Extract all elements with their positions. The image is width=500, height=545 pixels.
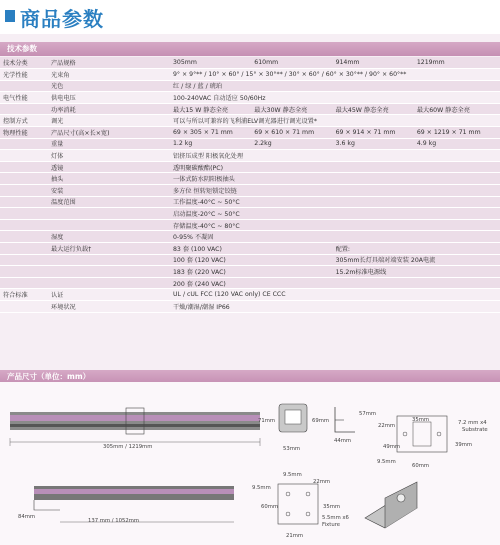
- dim-fixture: Fixture: [322, 522, 341, 528]
- spec-category: [0, 277, 48, 289]
- spec-label: 产品规格: [48, 57, 170, 69]
- spec-value: 红 / 绿 / 蓝 / 琥珀: [170, 80, 500, 92]
- spec-label: 光束角: [48, 69, 170, 81]
- title-square-icon: [5, 10, 15, 22]
- dim-71: 71mm: [258, 418, 276, 424]
- spec-value: 透明聚碳酸酯(PC): [170, 161, 500, 173]
- spec-row: [0, 80, 500, 92]
- spec-value-1219: 4.9 kg: [414, 138, 500, 150]
- spec-label: [48, 208, 170, 220]
- spec-value-1219: 1219mm: [414, 57, 500, 69]
- spec-label: [48, 219, 170, 231]
- spec-category: 符合标准: [0, 289, 48, 301]
- spec-value: 多方位 恒转矩锁定铰链: [170, 185, 500, 197]
- spec-category: [0, 196, 48, 208]
- spec-load-note: [333, 277, 500, 289]
- spec-category: [0, 231, 48, 243]
- spec-label: 环境状况: [48, 300, 170, 312]
- spec-load-value: 100 套 (120 VAC): [170, 254, 333, 266]
- spec-category: [0, 254, 48, 266]
- spec-category: [0, 80, 48, 92]
- spec-load-note: 305mm长灯具端对端安装 20A电流: [333, 254, 500, 266]
- spec-row: [0, 57, 500, 69]
- spec-load-note: 15.2m标准电源线: [333, 266, 500, 278]
- spec-value: 工作温度-40°C ~ 50°C: [170, 196, 500, 208]
- dim-60: 60mm: [412, 463, 430, 469]
- spec-load-value: 83 套 (100 VAC): [170, 243, 333, 255]
- spec-category: [0, 219, 48, 231]
- spec-category: 物理性能: [0, 127, 48, 139]
- spec-row: [0, 138, 500, 150]
- spec-label: 温度范围: [48, 196, 170, 208]
- spec-label: 最大运行负载†: [48, 243, 170, 255]
- bracket-detail-drawing: [270, 478, 330, 533]
- spec-value-305: 最大15 W 静态全亮: [170, 103, 251, 115]
- spec-category: [0, 266, 48, 278]
- spec-value: 可以与所以可兼容的飞利浦ELV调光器进行调光设置*: [170, 115, 500, 127]
- dimension-drawings: [0, 382, 500, 545]
- spec-value-914: 914mm: [333, 57, 414, 69]
- spec-label: [48, 277, 170, 289]
- dim-60b: 60mm: [261, 504, 279, 510]
- spec-row: [0, 92, 500, 104]
- spec-label: 抽头: [48, 173, 170, 185]
- dim-9-5a: 9.5mm: [283, 472, 302, 478]
- spec-value: 启动温度-20°C ~ 50°C: [170, 208, 500, 220]
- dim-35b: 35mm: [323, 504, 341, 510]
- dim-22b: 22mm: [313, 479, 331, 485]
- end-view-drawing: [275, 400, 315, 440]
- dim-screw: 7.2 mm x4: [458, 420, 487, 426]
- spec-category: [0, 173, 48, 185]
- spec-row: [0, 196, 500, 208]
- spec-value: 9° × 9°** / 10° × 60° / 15° × 30°** / 30° × 60° / 60° × 30°** / 90° × 60°**: [170, 69, 500, 81]
- spec-category: 控制方式: [0, 115, 48, 127]
- spec-category: [0, 185, 48, 197]
- spec-label: 重量: [48, 138, 170, 150]
- spec-value: 铝挤压成型 阳极氧化处理: [170, 150, 500, 162]
- section-tech-params: 技术参数: [0, 42, 500, 56]
- spec-value: 0-95% 不凝固: [170, 231, 500, 243]
- spec-category: 电气性能: [0, 92, 48, 104]
- spec-value: UL / cUL FCC (120 VAC only) CE CCC: [170, 289, 500, 301]
- spec-value-610: 2.2kg: [251, 138, 332, 150]
- section-dimensions: 产品尺寸（单位：mm）: [0, 370, 500, 384]
- spec-value: 100-240VAC 自动适应 50/60Hz: [170, 92, 500, 104]
- dim-22: 22mm: [378, 423, 396, 429]
- dim-57: 57mm: [359, 411, 377, 417]
- dim-69: 69mm: [312, 418, 330, 424]
- dim-35: 35mm: [412, 417, 430, 423]
- dim-9-5: 9.5mm: [377, 459, 396, 465]
- dim-substrate: Substrate: [462, 427, 488, 433]
- spec-row: [0, 266, 500, 278]
- dim-21: 21mm: [286, 533, 304, 539]
- spec-label: 光色: [48, 80, 170, 92]
- spec-row: [0, 173, 500, 185]
- dim-84: 84mm: [18, 514, 36, 520]
- spec-label: 产品尺寸(高×长×宽): [48, 127, 170, 139]
- spec-value: 干燥/潮湿/潮湿 IP66: [170, 300, 500, 312]
- dim-length2: 137 mm / 1052mm: [88, 518, 140, 524]
- spec-row: [0, 231, 500, 243]
- luminaire-bottom-drawing: [30, 482, 240, 532]
- luminaire-side-drawing: [8, 390, 268, 450]
- spec-row: [0, 243, 500, 255]
- spec-label: 湿度: [48, 231, 170, 243]
- bracket-side-drawing: [330, 402, 360, 442]
- spec-label: 透镜: [48, 161, 170, 173]
- spec-value-610: 69 × 610 × 71 mm: [251, 127, 332, 139]
- spec-value-914: 69 × 914 × 71 mm: [333, 127, 414, 139]
- spec-row: [0, 161, 500, 173]
- spec-row: [0, 69, 500, 81]
- spec-value-305: 69 × 305 × 71 mm: [170, 127, 251, 139]
- spec-value: 存储温度-40°C ~ 80°C: [170, 219, 500, 231]
- spec-row: [0, 300, 500, 312]
- spec-table: [0, 57, 500, 313]
- page-title: 商品参数: [20, 7, 104, 31]
- spec-value-305: 305mm: [170, 57, 251, 69]
- spec-row: [0, 219, 500, 231]
- spec-row: [0, 115, 500, 127]
- title-bar: [0, 0, 500, 34]
- spec-row: [0, 254, 500, 266]
- dim-length: 305mm / 1219mm: [103, 444, 153, 450]
- spec-load-value: 200 套 (240 VAC): [170, 277, 333, 289]
- spec-row: [0, 277, 500, 289]
- spec-label: 供电电压: [48, 92, 170, 104]
- spec-category: [0, 300, 48, 312]
- spec-category: 技术分类: [0, 57, 48, 69]
- spec-category: [0, 208, 48, 220]
- spec-row: [0, 208, 500, 220]
- spec-value-1219: 最大60W 静态全亮: [414, 103, 500, 115]
- spec-value-305: 1.2 kg: [170, 138, 251, 150]
- spec-value-610: 610mm: [251, 57, 332, 69]
- spec-label: 认证: [48, 289, 170, 301]
- dim-53: 53mm: [283, 446, 301, 452]
- dim-39: 39mm: [455, 442, 473, 448]
- dim-44: 44mm: [334, 438, 352, 444]
- spec-label: 灯体: [48, 150, 170, 162]
- spec-label: [48, 266, 170, 278]
- spec-value-914: 3.6 kg: [333, 138, 414, 150]
- spec-category: 光学性能: [0, 69, 48, 81]
- spec-load-value: 183 套 (220 VAC): [170, 266, 333, 278]
- dim-5-5: 5.5mm x6: [322, 515, 349, 521]
- spec-value-914: 最大45W 静态全亮: [333, 103, 414, 115]
- spec-value-610: 最大30W 静态全亮: [251, 103, 332, 115]
- spec-category: [0, 161, 48, 173]
- spec-value-1219: 69 × 1219 × 71 mm: [414, 127, 500, 139]
- spec-label: [48, 254, 170, 266]
- bracket-3d-icon: [355, 478, 425, 533]
- spec-category: [0, 138, 48, 150]
- spec-category: [0, 150, 48, 162]
- spec-row: [0, 127, 500, 139]
- spec-row: [0, 185, 500, 197]
- spec-row: [0, 289, 500, 301]
- spec-load-note: 配置:: [333, 243, 500, 255]
- spec-row: [0, 150, 500, 162]
- spec-category: [0, 243, 48, 255]
- spec-row: [0, 103, 500, 115]
- spec-label: 调光: [48, 115, 170, 127]
- dim-49: 49mm: [383, 444, 401, 450]
- dim-9-5b: 9.5mm: [252, 485, 271, 491]
- spec-value: 一体式防水阴阳极抽头: [170, 173, 500, 185]
- spec-category: [0, 103, 48, 115]
- spec-label: 功率消耗: [48, 103, 170, 115]
- spec-label: 安装: [48, 185, 170, 197]
